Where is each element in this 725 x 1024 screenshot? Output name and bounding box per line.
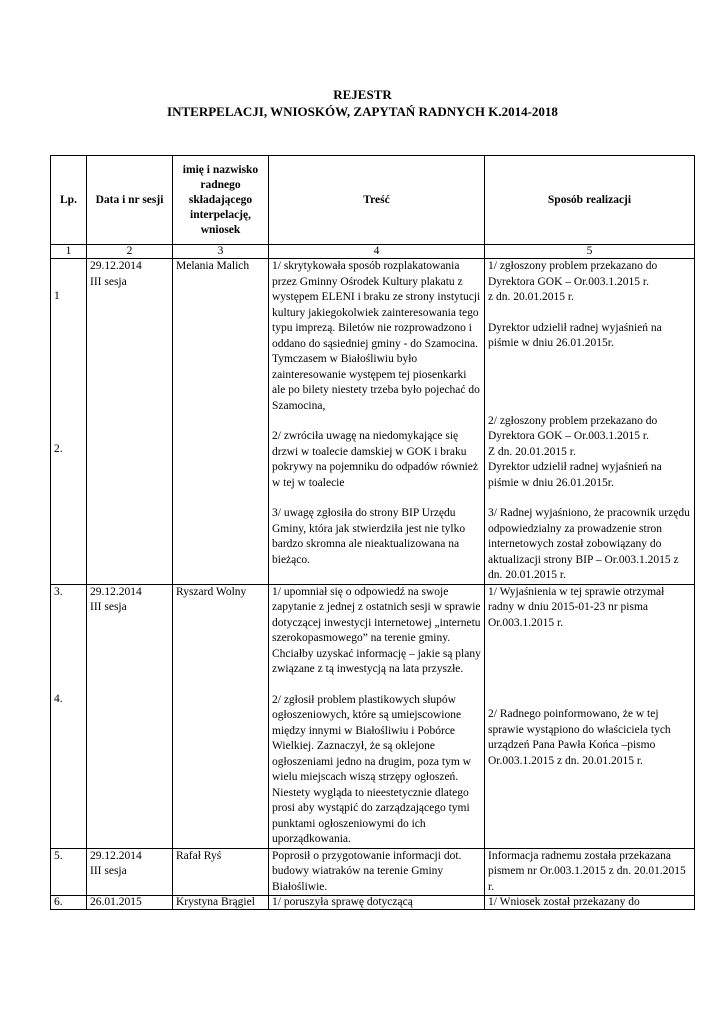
content-item: 1/ upomniał się o odpowiedź na swoje zapytanie z jednej z ostatnich sesji w sprawie dotyczącej inwestycji internetowej „internetu szerokopasmowego” na terenie gminy. Chciałby uzyskać informację – jakie są plany związane z tą inwestycją na lata przyszłe. bbox=[272, 585, 481, 675]
table-row bbox=[51, 259, 695, 585]
lp-number: 4. bbox=[54, 693, 63, 705]
lp-number: 2. bbox=[54, 442, 63, 455]
councillor-name: Melania Malich bbox=[176, 260, 250, 272]
session-date: 26.01.2015 bbox=[90, 896, 142, 908]
realization-item: Informacja radnemu została przekazana pismem nr Or.003.1.2015 z dn. 20.01.2015 r. bbox=[488, 849, 686, 893]
register-subtitle: INTERPELACJI, WNIOSKÓW, ZAPYTAŃ RADNYCH K.2014-2018 bbox=[167, 104, 558, 119]
realization-item: Dyrektor udzielił radnej wyjaśnień na piśmie w dniu 26.01.2015r. bbox=[488, 321, 662, 349]
content-item: 1/ poruszyła sprawę dotyczącą bbox=[272, 896, 413, 908]
realization-cell bbox=[485, 896, 695, 910]
header-row bbox=[51, 156, 695, 245]
lp-cell bbox=[51, 584, 87, 848]
lp-number: 6. bbox=[54, 896, 63, 908]
content-item: 2/ zwróciła uwagę na niedomykające się drzwi w toalecie damskiej w GOK i braku pokrywy na pojemniku do odpadów również w tej w toalecie bbox=[272, 430, 479, 489]
header-content: Treść bbox=[269, 156, 485, 245]
content-item: 2/ zgłosił problem plastikowych słupów ogłoszeniowych, które są umiejscowione między innymi w Białośliwiu i Pobórce Wielkiej. Zaznaczył, że są oklejone ogłoszeniami jedno na drugim, poza tym w wielu miejscach wiszą strzępy ogłoszeń. Niestety wygląda to nieestetycznie dlatego prosi aby wystąpić do zarządzającego tymi punktami ogłoszeniowymi do ich uporządkowania. bbox=[272, 693, 471, 845]
realization-cell bbox=[485, 584, 695, 848]
name-cell bbox=[173, 896, 269, 910]
realization-item: 1/ Wyjaśnienia w tej sprawie otrzymał radny w dniu 2015-01-23 nr pisma Or.003.1.2015 r. bbox=[488, 585, 665, 629]
content-cell bbox=[269, 259, 485, 585]
councillor-name: Krystyna Brągiel bbox=[176, 896, 255, 908]
session-date: 29.12.2014 III sesja bbox=[90, 260, 142, 288]
date-cell bbox=[87, 848, 173, 896]
lp-number: 5. bbox=[54, 849, 63, 862]
date-cell bbox=[87, 259, 173, 585]
column-number: 4 bbox=[269, 245, 485, 259]
column-number-row bbox=[51, 245, 695, 259]
realization-item: 1/ zgłoszony problem przekazano do Dyrektora GOK – Or.003.1.2015 r. z dn. 20.01.2015 r. bbox=[488, 260, 658, 303]
realization-cell bbox=[485, 848, 695, 896]
realization-item: 1/ Wniosek został przekazany do bbox=[488, 896, 640, 908]
lp-number: 1 bbox=[54, 290, 60, 302]
register-table bbox=[50, 155, 695, 910]
content-item: 3/ uwagę zgłosiła do strony BIP Urzędu Gminy, która jak stwierdziła jest nie tylko bardzo skromna ale nieaktualizowana na bieżąco. bbox=[272, 507, 466, 566]
councillor-name: Rafał Ryś bbox=[176, 849, 222, 862]
content-item: Poprosił o przygotowanie informacji dot. budowy wiatraków na terenie Gminy Białośliwie. bbox=[272, 849, 462, 893]
content-cell bbox=[269, 848, 485, 896]
header-name: imię i nazwisko radnego składającego interpelację, wniosek bbox=[173, 156, 269, 245]
name-cell bbox=[173, 584, 269, 848]
date-cell bbox=[87, 584, 173, 848]
column-number: 5 bbox=[485, 245, 695, 259]
lp-cell bbox=[51, 259, 87, 585]
content-cell bbox=[269, 896, 485, 910]
councillor-name: Ryszard Wolny bbox=[176, 585, 247, 598]
name-cell bbox=[173, 848, 269, 896]
realization-cell bbox=[485, 259, 695, 585]
realization-item: 3/ Radnej wyjaśniono, że pracownik urzędu odpowiedzialny za prowadzenie stron internetowych został zobowiązany do aktualizacji strony BIP – Or.003.1.2015 z dn. 20.01.2015 r. bbox=[488, 507, 690, 581]
session-date: 29.12.2014 III sesja bbox=[90, 585, 142, 613]
lp-number: 3. bbox=[54, 585, 63, 598]
register-title: REJESTR bbox=[333, 87, 392, 102]
content-item: 1/ skrytykowała sposób rozplakatowania przez Gminny Ośrodek Kultury plakatu z występem ELENI i braku ze strony instytucji kultury jakiegokolwiek zainteresowania tego typu imprezą. Biletów nie rozprowadzono i oddano do sąsiedniej gminy - do Szamocina. Tymczasem w Białośliwiu było zainteresowanie występem tej piosenkarki ale po bilety niestety trzeba było pojechać do Szamocina, bbox=[272, 260, 481, 412]
realization-item: 2/ zgłoszony problem przekazano do Dyrektora GOK – Or.003.1.2015 r. Z dn. 20.01.2015 r. Dyrektor udzielił radnej wyjaśnień na piśmie w dniu 26.01.2015r. bbox=[488, 414, 662, 489]
table-row bbox=[51, 848, 695, 896]
name-cell bbox=[173, 259, 269, 585]
realization-item: 2/ Radnego poinformowano, że w tej sprawie wystąpiono do właściciela tych urządzeń Pana Pawła Końca –pismo Or.003.1.2015 z dn. 20.01.2015 r. bbox=[488, 708, 671, 767]
session-date: 29.12.2014 III sesja bbox=[90, 849, 142, 877]
header-realization: Sposób realizacji bbox=[485, 156, 695, 245]
column-number: 2 bbox=[87, 245, 173, 259]
column-number: 3 bbox=[173, 245, 269, 259]
content-cell bbox=[269, 584, 485, 848]
table-row bbox=[51, 896, 695, 910]
lp-cell bbox=[51, 848, 87, 896]
lp-cell bbox=[51, 896, 87, 910]
header-lp: Lp. bbox=[51, 156, 87, 245]
date-cell bbox=[87, 896, 173, 910]
table-row bbox=[51, 584, 695, 848]
column-number: 1 bbox=[51, 245, 87, 259]
header-date: Data i nr sesji bbox=[87, 156, 173, 245]
